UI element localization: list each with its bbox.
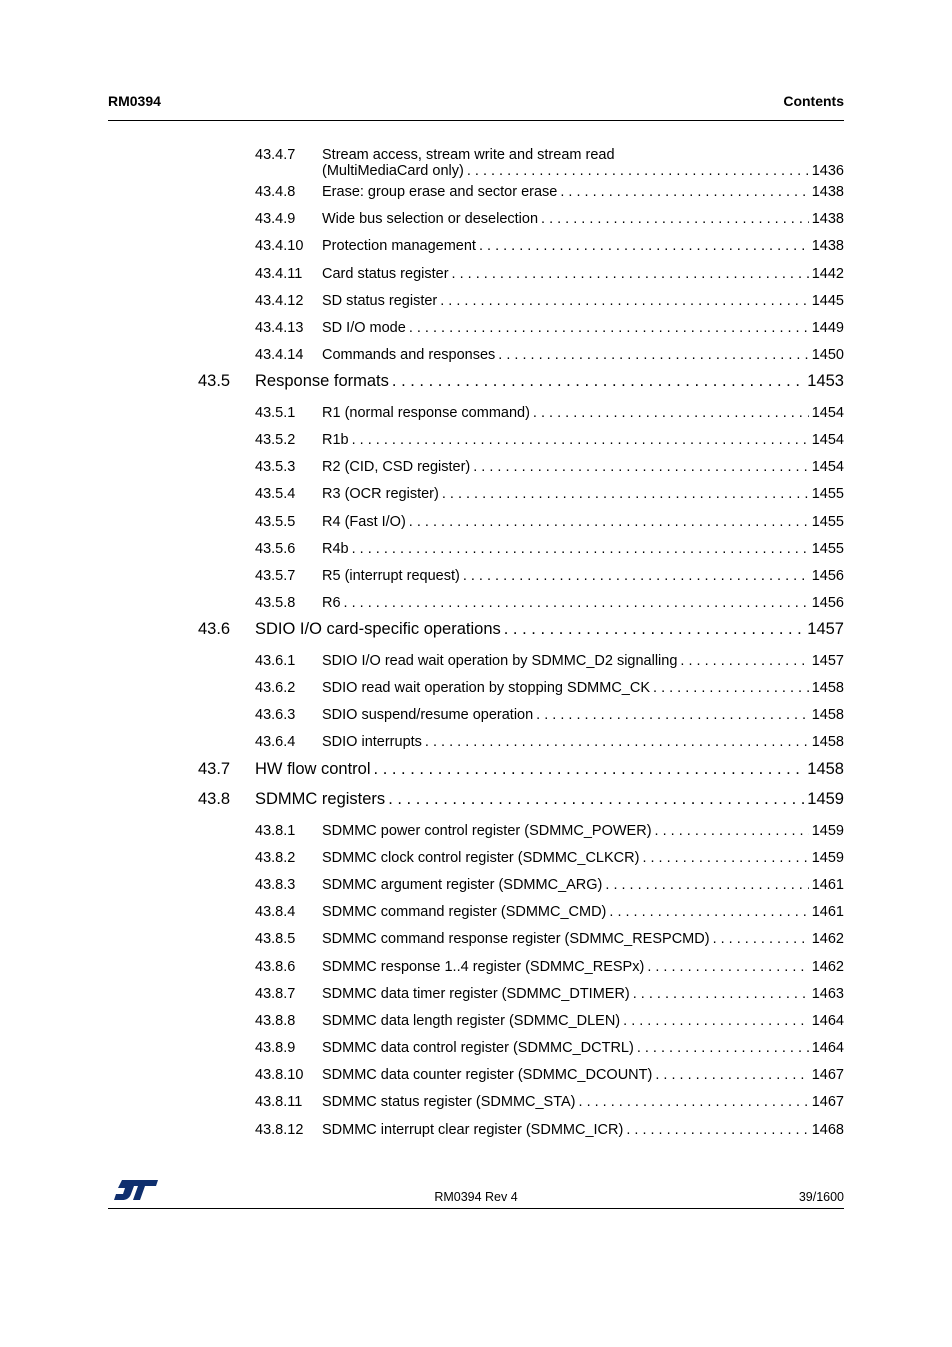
toc-entry-page: 1457 bbox=[811, 652, 844, 669]
dot-leader bbox=[352, 432, 809, 448]
toc-entry-page: 1468 bbox=[811, 1121, 844, 1138]
toc-subsection-entry[interactable] bbox=[0, 143, 952, 180]
toc-entry-number: 43.6.4 bbox=[255, 734, 296, 751]
toc-entry-title: Response formats bbox=[255, 372, 389, 391]
toc-entry-page: 1462 bbox=[811, 931, 844, 948]
toc-entry-title: SDIO I/O read wait operation by SDMMC_D2 signalling bbox=[322, 652, 678, 669]
toc-entry-page: 1456 bbox=[811, 567, 844, 584]
toc-entry-body bbox=[322, 238, 844, 254]
toc-entry-body bbox=[322, 320, 844, 336]
toc-subsection-entry[interactable] bbox=[0, 1009, 952, 1036]
toc-entry-title: SDMMC interrupt clear register (SDMMC_ICR) bbox=[322, 1121, 624, 1138]
toc-entry-number: 43.5.4 bbox=[255, 486, 296, 503]
toc-entry-body bbox=[322, 432, 844, 448]
toc-subsection-entry[interactable] bbox=[0, 649, 952, 676]
toc-entry-number: 43.8.10 bbox=[255, 1067, 304, 1084]
toc-subsection-entry[interactable] bbox=[0, 510, 952, 537]
dot-leader bbox=[479, 238, 809, 254]
dot-leader bbox=[642, 850, 808, 866]
page-number: 39/1600 bbox=[798, 1190, 844, 1204]
toc-subsection-entry[interactable] bbox=[0, 289, 952, 316]
toc-subsection-entry[interactable] bbox=[0, 316, 952, 343]
toc-entry-title: SDMMC command response register (SDMMC_RESPCMD) bbox=[322, 931, 710, 948]
toc-entry-number: 43.4.7 bbox=[255, 147, 296, 163]
toc-entry-body bbox=[255, 372, 844, 391]
toc-entry-page: 1442 bbox=[811, 265, 844, 282]
toc-entry-title: SDMMC response 1..4 register (SDMMC_RESPx) bbox=[322, 958, 645, 975]
toc-entry-page: 1458 bbox=[807, 759, 844, 778]
toc-subsection-entry[interactable] bbox=[0, 401, 952, 428]
toc-entry-number: 43.8.1 bbox=[255, 822, 296, 839]
toc-entry-page: 1454 bbox=[811, 459, 844, 476]
toc-entry-title: Stream access, stream write and stream read bbox=[322, 147, 615, 163]
toc-entry-title: HW flow control bbox=[255, 759, 371, 778]
toc-entry-page: 1436 bbox=[811, 163, 844, 179]
table-of-contents bbox=[0, 143, 952, 1145]
toc-entry-number: 43.4.13 bbox=[255, 319, 304, 336]
toc-entry-title: R4 (Fast I/O) bbox=[322, 513, 406, 530]
toc-entry-body bbox=[322, 1122, 844, 1138]
toc-entry-body bbox=[322, 405, 844, 421]
toc-subsection-entry[interactable] bbox=[0, 1090, 952, 1117]
toc-entry-body bbox=[255, 620, 844, 639]
dot-leader bbox=[536, 707, 809, 723]
toc-entry-body bbox=[322, 459, 844, 475]
toc-entry-number: 43.4.8 bbox=[255, 184, 296, 200]
toc-entry-number: 43.4.11 bbox=[255, 265, 303, 282]
toc-section-entry[interactable] bbox=[0, 788, 952, 819]
toc-subsection-entry[interactable] bbox=[0, 955, 952, 982]
toc-entry-body bbox=[322, 904, 844, 920]
toc-entry-title: SDIO read wait operation by stopping SDMMC_CK bbox=[322, 680, 651, 696]
toc-entry-body bbox=[322, 347, 844, 363]
toc-entry-page: 1467 bbox=[811, 1067, 844, 1084]
toc-subsection-entry[interactable] bbox=[0, 591, 952, 618]
dot-leader bbox=[409, 514, 809, 530]
page-footer bbox=[108, 1178, 844, 1209]
toc-subsection-entry[interactable] bbox=[0, 982, 952, 1009]
toc-entry-title: R1b bbox=[322, 432, 349, 448]
toc-entry-body bbox=[322, 680, 844, 696]
toc-entry-number: 43.8.7 bbox=[255, 985, 296, 1002]
dot-leader bbox=[653, 680, 809, 696]
toc-entry-body bbox=[322, 959, 844, 975]
toc-entry-title: SD I/O mode bbox=[322, 319, 406, 336]
toc-entry-number: 43.8.4 bbox=[255, 904, 296, 921]
toc-entry-body bbox=[322, 514, 844, 530]
toc-entry-page: 1458 bbox=[811, 734, 844, 751]
toc-subsection-entry[interactable] bbox=[0, 1118, 952, 1145]
toc-entry-title: Erase: group erase and sector erase bbox=[322, 184, 558, 200]
toc-subsection-entry[interactable] bbox=[0, 343, 952, 370]
dot-leader bbox=[442, 486, 809, 502]
toc-entry-page: 1461 bbox=[811, 876, 844, 893]
toc-entry-title: R2 (CID, CSD register) bbox=[322, 459, 471, 476]
toc-entry-number: 43.7 bbox=[198, 759, 231, 778]
toc-entry-body bbox=[322, 568, 844, 584]
toc-entry-body bbox=[322, 293, 844, 309]
dot-leader bbox=[352, 541, 809, 557]
toc-entry-title: SDMMC clock control register (SDMMC_CLKCR) bbox=[322, 849, 640, 866]
section-name: Contents bbox=[783, 93, 844, 109]
document-revision: RM0394 Rev 4 bbox=[434, 1190, 518, 1204]
toc-entry-number: 43.5.6 bbox=[255, 540, 296, 557]
toc-entry-title: Protection management bbox=[322, 238, 476, 255]
toc-entry-number: 43.6.3 bbox=[255, 707, 296, 724]
toc-entry-title: Wide bus selection or deselection bbox=[322, 211, 539, 228]
toc-entry-body bbox=[322, 653, 844, 669]
dot-leader bbox=[655, 823, 809, 839]
dot-leader bbox=[344, 595, 809, 611]
page-header bbox=[108, 93, 844, 121]
toc-subsection-entry[interactable] bbox=[0, 482, 952, 509]
toc-entry-page: 1459 bbox=[811, 849, 844, 866]
dot-leader bbox=[473, 459, 808, 475]
toc-entry-body bbox=[322, 211, 844, 227]
toc-entry-page: 1438 bbox=[811, 184, 844, 200]
toc-section-entry[interactable] bbox=[0, 758, 952, 789]
toc-entry-page: 1457 bbox=[807, 620, 844, 639]
toc-entry-body bbox=[322, 1013, 844, 1029]
dot-leader bbox=[680, 653, 808, 669]
toc-entry-page: 1455 bbox=[811, 513, 844, 530]
toc-entry-number: 43.4.12 bbox=[255, 292, 304, 309]
toc-entry-number: 43.5.3 bbox=[255, 459, 296, 476]
toc-entry-title: SDIO suspend/resume operation bbox=[322, 707, 534, 724]
toc-entry-page: 1438 bbox=[811, 238, 844, 255]
toc-entry-title-continued: (MultiMediaCard only) bbox=[322, 163, 464, 179]
toc-entry-title: SDMMC power control register (SDMMC_POWER) bbox=[322, 822, 652, 839]
toc-entry-number: 43.8.11 bbox=[255, 1094, 303, 1111]
toc-entry-body bbox=[322, 877, 844, 893]
dot-leader bbox=[440, 293, 808, 309]
toc-entry-page: 1459 bbox=[807, 790, 844, 809]
dot-leader bbox=[425, 734, 809, 750]
toc-entry-number: 43.8.9 bbox=[255, 1040, 296, 1057]
dot-leader bbox=[388, 790, 804, 809]
toc-entry-body bbox=[322, 541, 844, 557]
toc-subsection-entry[interactable] bbox=[0, 428, 952, 455]
toc-entry-title: SDMMC data counter register (SDMMC_DCOUNT) bbox=[322, 1067, 653, 1084]
toc-entry-title: SD status register bbox=[322, 292, 438, 309]
toc-entry-page: 1461 bbox=[811, 904, 844, 921]
toc-entry-page: 1445 bbox=[811, 292, 844, 309]
toc-entry-number: 43.5.1 bbox=[255, 404, 296, 421]
toc-entry-number: 43.6 bbox=[198, 620, 231, 639]
toc-entry-title: R5 (interrupt request) bbox=[322, 567, 460, 584]
dot-leader bbox=[626, 1122, 808, 1138]
toc-entry-page: 1455 bbox=[811, 486, 844, 503]
dot-leader bbox=[560, 184, 808, 200]
toc-entry-body bbox=[322, 1094, 844, 1110]
toc-subsection-entry[interactable] bbox=[0, 927, 952, 954]
toc-entry-page: 1458 bbox=[811, 707, 844, 724]
toc-entry-number: 43.8.8 bbox=[255, 1012, 296, 1029]
toc-subsection-entry[interactable] bbox=[0, 900, 952, 927]
dot-leader bbox=[623, 1013, 809, 1029]
toc-entry-title: SDMMC status register (SDMMC_STA) bbox=[322, 1094, 576, 1111]
dot-leader bbox=[409, 320, 809, 336]
toc-entry-title: SDIO I/O card-specific operations bbox=[255, 620, 501, 639]
toc-entry-title: SDMMC argument register (SDMMC_ARG) bbox=[322, 876, 603, 893]
toc-entry-body bbox=[322, 266, 844, 282]
toc-subsection-entry[interactable] bbox=[0, 1036, 952, 1063]
toc-entry-title: SDMMC registers bbox=[255, 790, 386, 809]
dot-leader bbox=[609, 904, 808, 920]
dot-leader bbox=[374, 760, 805, 779]
dot-leader bbox=[452, 266, 809, 282]
toc-section-entry[interactable] bbox=[0, 618, 952, 649]
toc-entry-body bbox=[322, 184, 844, 200]
toc-entry-page: 1438 bbox=[811, 211, 844, 228]
toc-section-entry[interactable] bbox=[0, 370, 952, 401]
dot-leader bbox=[637, 1040, 809, 1056]
toc-entry-body bbox=[322, 850, 844, 866]
toc-entry-page: 1454 bbox=[811, 432, 844, 448]
toc-entry-number: 43.8.12 bbox=[255, 1121, 304, 1138]
dot-leader bbox=[467, 163, 809, 179]
toc-subsection-entry[interactable] bbox=[0, 234, 952, 261]
toc-entry-body bbox=[322, 986, 844, 1002]
toc-subsection-entry[interactable] bbox=[0, 873, 952, 900]
dot-leader bbox=[392, 372, 804, 391]
toc-entry-number: 43.4.10 bbox=[255, 238, 304, 255]
toc-subsection-entry[interactable] bbox=[0, 1063, 952, 1090]
toc-entry-title: Card status register bbox=[322, 265, 449, 282]
toc-entry-page: 1454 bbox=[811, 404, 844, 421]
toc-subsection-entry[interactable] bbox=[0, 676, 952, 703]
toc-subsection-entry[interactable] bbox=[0, 455, 952, 482]
toc-entry-body bbox=[322, 823, 844, 839]
toc-entry-page: 1449 bbox=[811, 319, 844, 336]
toc-entry-number: 43.6.1 bbox=[255, 652, 296, 669]
toc-entry-page: 1455 bbox=[811, 540, 844, 557]
toc-entry-title: SDMMC command register (SDMMC_CMD) bbox=[322, 904, 607, 921]
dot-leader bbox=[579, 1094, 809, 1110]
toc-entry-number: 43.8 bbox=[198, 790, 231, 809]
toc-entry-title: R3 (OCR register) bbox=[322, 486, 439, 503]
toc-subsection-entry[interactable] bbox=[0, 703, 952, 730]
dot-leader bbox=[541, 211, 809, 227]
toc-entry-page: 1450 bbox=[811, 347, 844, 364]
toc-entry-body bbox=[322, 486, 844, 502]
toc-entry-body bbox=[322, 931, 844, 947]
toc-entry-page: 1459 bbox=[811, 822, 844, 839]
toc-entry-number: 43.4.14 bbox=[255, 347, 304, 364]
toc-entry-title: SDIO interrupts bbox=[322, 734, 422, 751]
toc-entry-body bbox=[322, 595, 844, 611]
toc-entry-number: 43.5.7 bbox=[255, 567, 296, 584]
toc-entry-body bbox=[322, 707, 844, 723]
toc-entry-page: 1462 bbox=[811, 958, 844, 975]
toc-entry-body bbox=[322, 734, 844, 750]
toc-entry-page: 1464 bbox=[811, 1012, 844, 1029]
dot-leader bbox=[605, 877, 808, 893]
dot-leader bbox=[633, 986, 809, 1002]
dot-leader bbox=[463, 568, 809, 584]
toc-entry-number: 43.4.9 bbox=[255, 211, 296, 228]
toc-subsection-entry[interactable] bbox=[0, 537, 952, 564]
toc-entry-number: 43.6.2 bbox=[255, 680, 296, 696]
dot-leader bbox=[713, 931, 809, 947]
toc-entry-title: R4b bbox=[322, 540, 349, 557]
toc-entry-number: 43.8.3 bbox=[255, 876, 296, 893]
toc-subsection-entry[interactable] bbox=[0, 180, 952, 207]
toc-entry-title: Commands and responses bbox=[322, 347, 496, 364]
toc-entry-title: SDMMC data timer register (SDMMC_DTIMER) bbox=[322, 985, 630, 1002]
dot-leader bbox=[498, 347, 808, 363]
toc-entry-page: 1453 bbox=[807, 372, 844, 391]
toc-entry-number: 43.5.5 bbox=[255, 513, 296, 530]
dot-leader bbox=[647, 959, 808, 975]
toc-entry-title: SDMMC data length register (SDMMC_DLEN) bbox=[322, 1012, 621, 1029]
toc-entry-number: 43.5 bbox=[198, 372, 231, 391]
toc-entry-number: 43.5.8 bbox=[255, 595, 296, 612]
toc-entry-body bbox=[255, 760, 844, 779]
toc-entry-title: R1 (normal response command) bbox=[322, 404, 530, 421]
toc-subsection-entry[interactable] bbox=[0, 819, 952, 846]
dot-leader bbox=[655, 1067, 808, 1083]
toc-entry-body bbox=[322, 1067, 844, 1083]
toc-subsection-entry[interactable] bbox=[0, 730, 952, 757]
toc-entry-body bbox=[322, 147, 844, 179]
toc-entry-title: SDMMC data control register (SDMMC_DCTRL) bbox=[322, 1040, 634, 1057]
toc-entry-number: 43.8.5 bbox=[255, 931, 296, 948]
toc-subsection-entry[interactable] bbox=[0, 564, 952, 591]
toc-entry-page: 1463 bbox=[811, 985, 844, 1002]
toc-entry-number: 43.8.2 bbox=[255, 849, 296, 866]
toc-subsection-entry[interactable] bbox=[0, 207, 952, 234]
toc-entry-page: 1456 bbox=[811, 595, 844, 612]
toc-subsection-entry[interactable] bbox=[0, 262, 952, 289]
toc-entry-page: 1458 bbox=[811, 680, 844, 696]
dot-leader bbox=[533, 405, 809, 421]
toc-entry-number: 43.8.6 bbox=[255, 958, 296, 975]
toc-entry-page: 1464 bbox=[811, 1040, 844, 1057]
dot-leader bbox=[504, 620, 805, 639]
toc-entry-body bbox=[322, 1040, 844, 1056]
toc-entry-title: R6 bbox=[322, 595, 341, 612]
toc-entry-number: 43.5.2 bbox=[255, 432, 296, 448]
toc-entry-page: 1467 bbox=[811, 1094, 844, 1111]
toc-entry-body bbox=[255, 790, 844, 809]
document-id: RM0394 bbox=[108, 93, 161, 109]
toc-subsection-entry[interactable] bbox=[0, 846, 952, 873]
